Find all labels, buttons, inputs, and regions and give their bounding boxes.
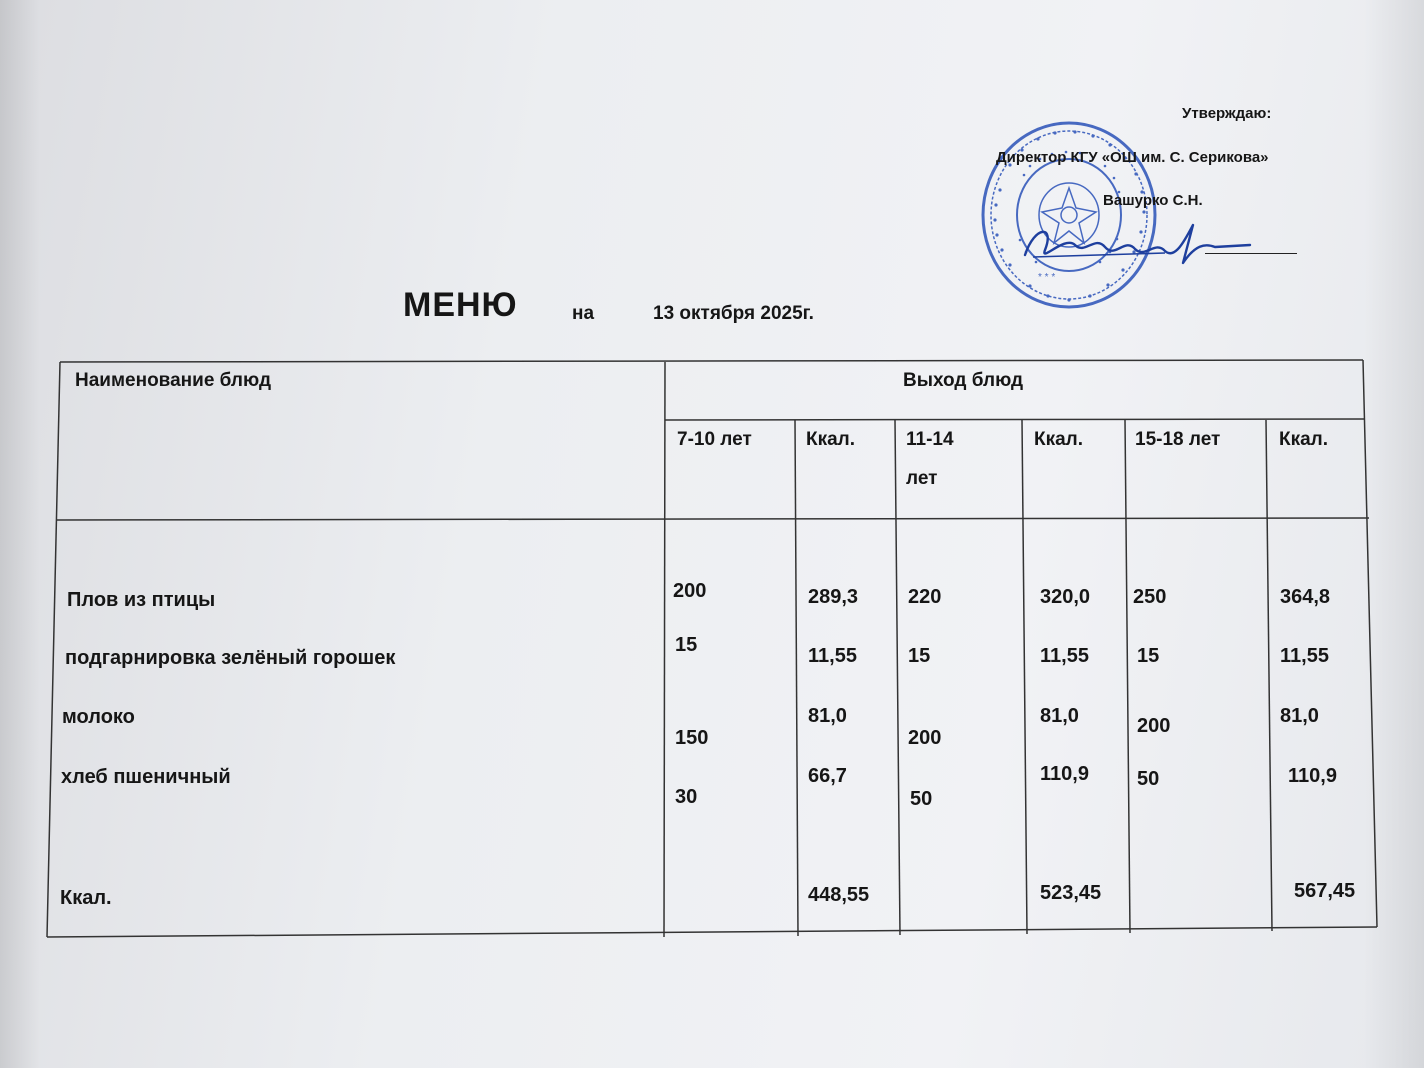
page-shadow-left bbox=[0, 0, 40, 1068]
row-1-kcal-11-14: 320,0 bbox=[1040, 586, 1091, 608]
subheader-kcal-3: Ккал. bbox=[1279, 429, 1329, 450]
row-2-portion-15-18: 15 bbox=[1137, 645, 1160, 667]
menu-title: МЕНЮ bbox=[403, 286, 518, 324]
row-4-portion-7-10: 30 bbox=[675, 786, 698, 808]
page-shadow-right bbox=[1364, 0, 1424, 1068]
subheader-age-7-10: 7-10 лет bbox=[677, 429, 752, 450]
row-1-kcal-7-10: 289,3 bbox=[808, 586, 859, 608]
menu-date: 13 октября 2025г. bbox=[653, 303, 814, 324]
row-1-portion-11-14: 220 bbox=[908, 586, 942, 608]
subheader-age-11-14-line2: лет bbox=[906, 468, 938, 489]
row-4-kcal-11-14: 110,9 bbox=[1040, 763, 1089, 785]
row-4-kcal-7-10: 66,7 bbox=[808, 765, 847, 787]
row-1-dish-name: Плов из птицы bbox=[67, 589, 216, 611]
row-3-kcal-11-14: 81,0 bbox=[1040, 705, 1079, 727]
col-header-output: Выход блюд bbox=[903, 370, 1024, 391]
row-4-dish-name: хлеб пшеничный bbox=[61, 766, 231, 788]
row-4-kcal-15-18: 110,9 bbox=[1288, 765, 1337, 787]
row-3-dish-name: молоко bbox=[62, 706, 135, 728]
signature-line bbox=[1205, 253, 1297, 254]
row-2-dish-name: подгарнировка зелёный горошек bbox=[65, 647, 396, 669]
row-3-kcal-7-10: 81,0 bbox=[808, 705, 847, 727]
subheader-age-15-18: 15-18 лет bbox=[1135, 429, 1221, 450]
row-3-kcal-15-18: 81,0 bbox=[1280, 705, 1319, 727]
total-kcal-11-14: 523,45 bbox=[1040, 882, 1102, 904]
row-2-kcal-15-18: 11,55 bbox=[1280, 645, 1329, 667]
subheader-age-11-14: 11-14 bbox=[906, 429, 954, 450]
row-3-portion-11-14: 200 bbox=[908, 727, 942, 749]
row-2-portion-7-10: 15 bbox=[675, 634, 698, 656]
total-kcal-15-18: 567,45 bbox=[1294, 880, 1356, 902]
total-kcal-7-10: 448,55 bbox=[808, 884, 870, 906]
row-3-portion-15-18: 200 bbox=[1137, 715, 1171, 737]
total-label: Ккал. bbox=[60, 887, 112, 909]
row-2-portion-11-14: 15 bbox=[908, 645, 931, 667]
row-2-kcal-7-10: 11,55 bbox=[808, 645, 857, 667]
menu-title-preposition: на bbox=[572, 303, 595, 324]
row-4-portion-11-14: 50 bbox=[910, 788, 933, 810]
approval-title: Утверждаю: bbox=[1182, 105, 1272, 122]
svg-text:* * *: * * * bbox=[1038, 272, 1056, 283]
row-2-kcal-11-14: 11,55 bbox=[1040, 645, 1089, 667]
subheader-kcal-2: Ккал. bbox=[1034, 429, 1084, 450]
col-header-dish-name: Наименование блюд bbox=[75, 370, 272, 391]
row-1-portion-7-10: 200 bbox=[673, 580, 707, 602]
row-3-portion-7-10: 150 bbox=[675, 727, 709, 749]
row-4-portion-15-18: 50 bbox=[1137, 768, 1160, 790]
row-1-kcal-15-18: 364,8 bbox=[1280, 586, 1331, 608]
approval-director: Директор КГУ «ОШ им. С. Серикова» bbox=[996, 149, 1269, 166]
subheader-kcal-1: Ккал. bbox=[806, 429, 856, 450]
director-signature bbox=[1015, 215, 1255, 275]
approval-name: Вашурко С.Н. bbox=[1103, 192, 1203, 209]
row-1-portion-15-18: 250 bbox=[1133, 586, 1167, 608]
